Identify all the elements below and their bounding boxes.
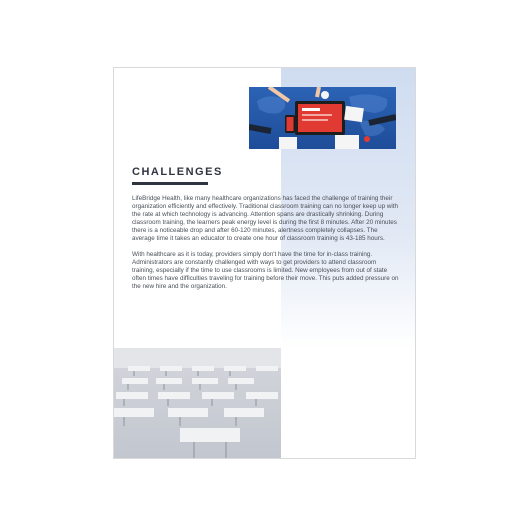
hero-illustration bbox=[249, 87, 396, 149]
section-heading: CHALLENGES bbox=[132, 166, 223, 178]
document-page bbox=[113, 67, 416, 459]
paragraph-1: LifeBridge Health, like many healthcare organizations has faced the challenge of training their organization efficiently and effectively. Traditional classroom training can no longer keep up with the rate at which technology is advancing. Attention spans are drastically shrinking. During classroom training, the learners peak energy level is during the first 8 minutes. After 20 minutes there is a noticeable drop and after 60-120 minutes, alertness completely collapses. The average time it takes an educator to create one hour of classroom training is 43-185 hours. bbox=[132, 195, 399, 242]
classroom-photo bbox=[114, 348, 281, 459]
heading-underline bbox=[132, 182, 208, 185]
classroom-desks-icon bbox=[114, 348, 281, 459]
devices-illustration-icon bbox=[249, 87, 396, 149]
paragraph-2: With healthcare as it is today, providers simply don't have the time for in-class training. Administrators are constantly challenged with ways to get providers to attend classroom training, especially if the time to use classrooms is limited. New employees from out of state often times have difficulties traveling for training before their move. This puts added pressure on the new hire and the organization. bbox=[132, 251, 399, 290]
challenges-section bbox=[132, 166, 400, 299]
